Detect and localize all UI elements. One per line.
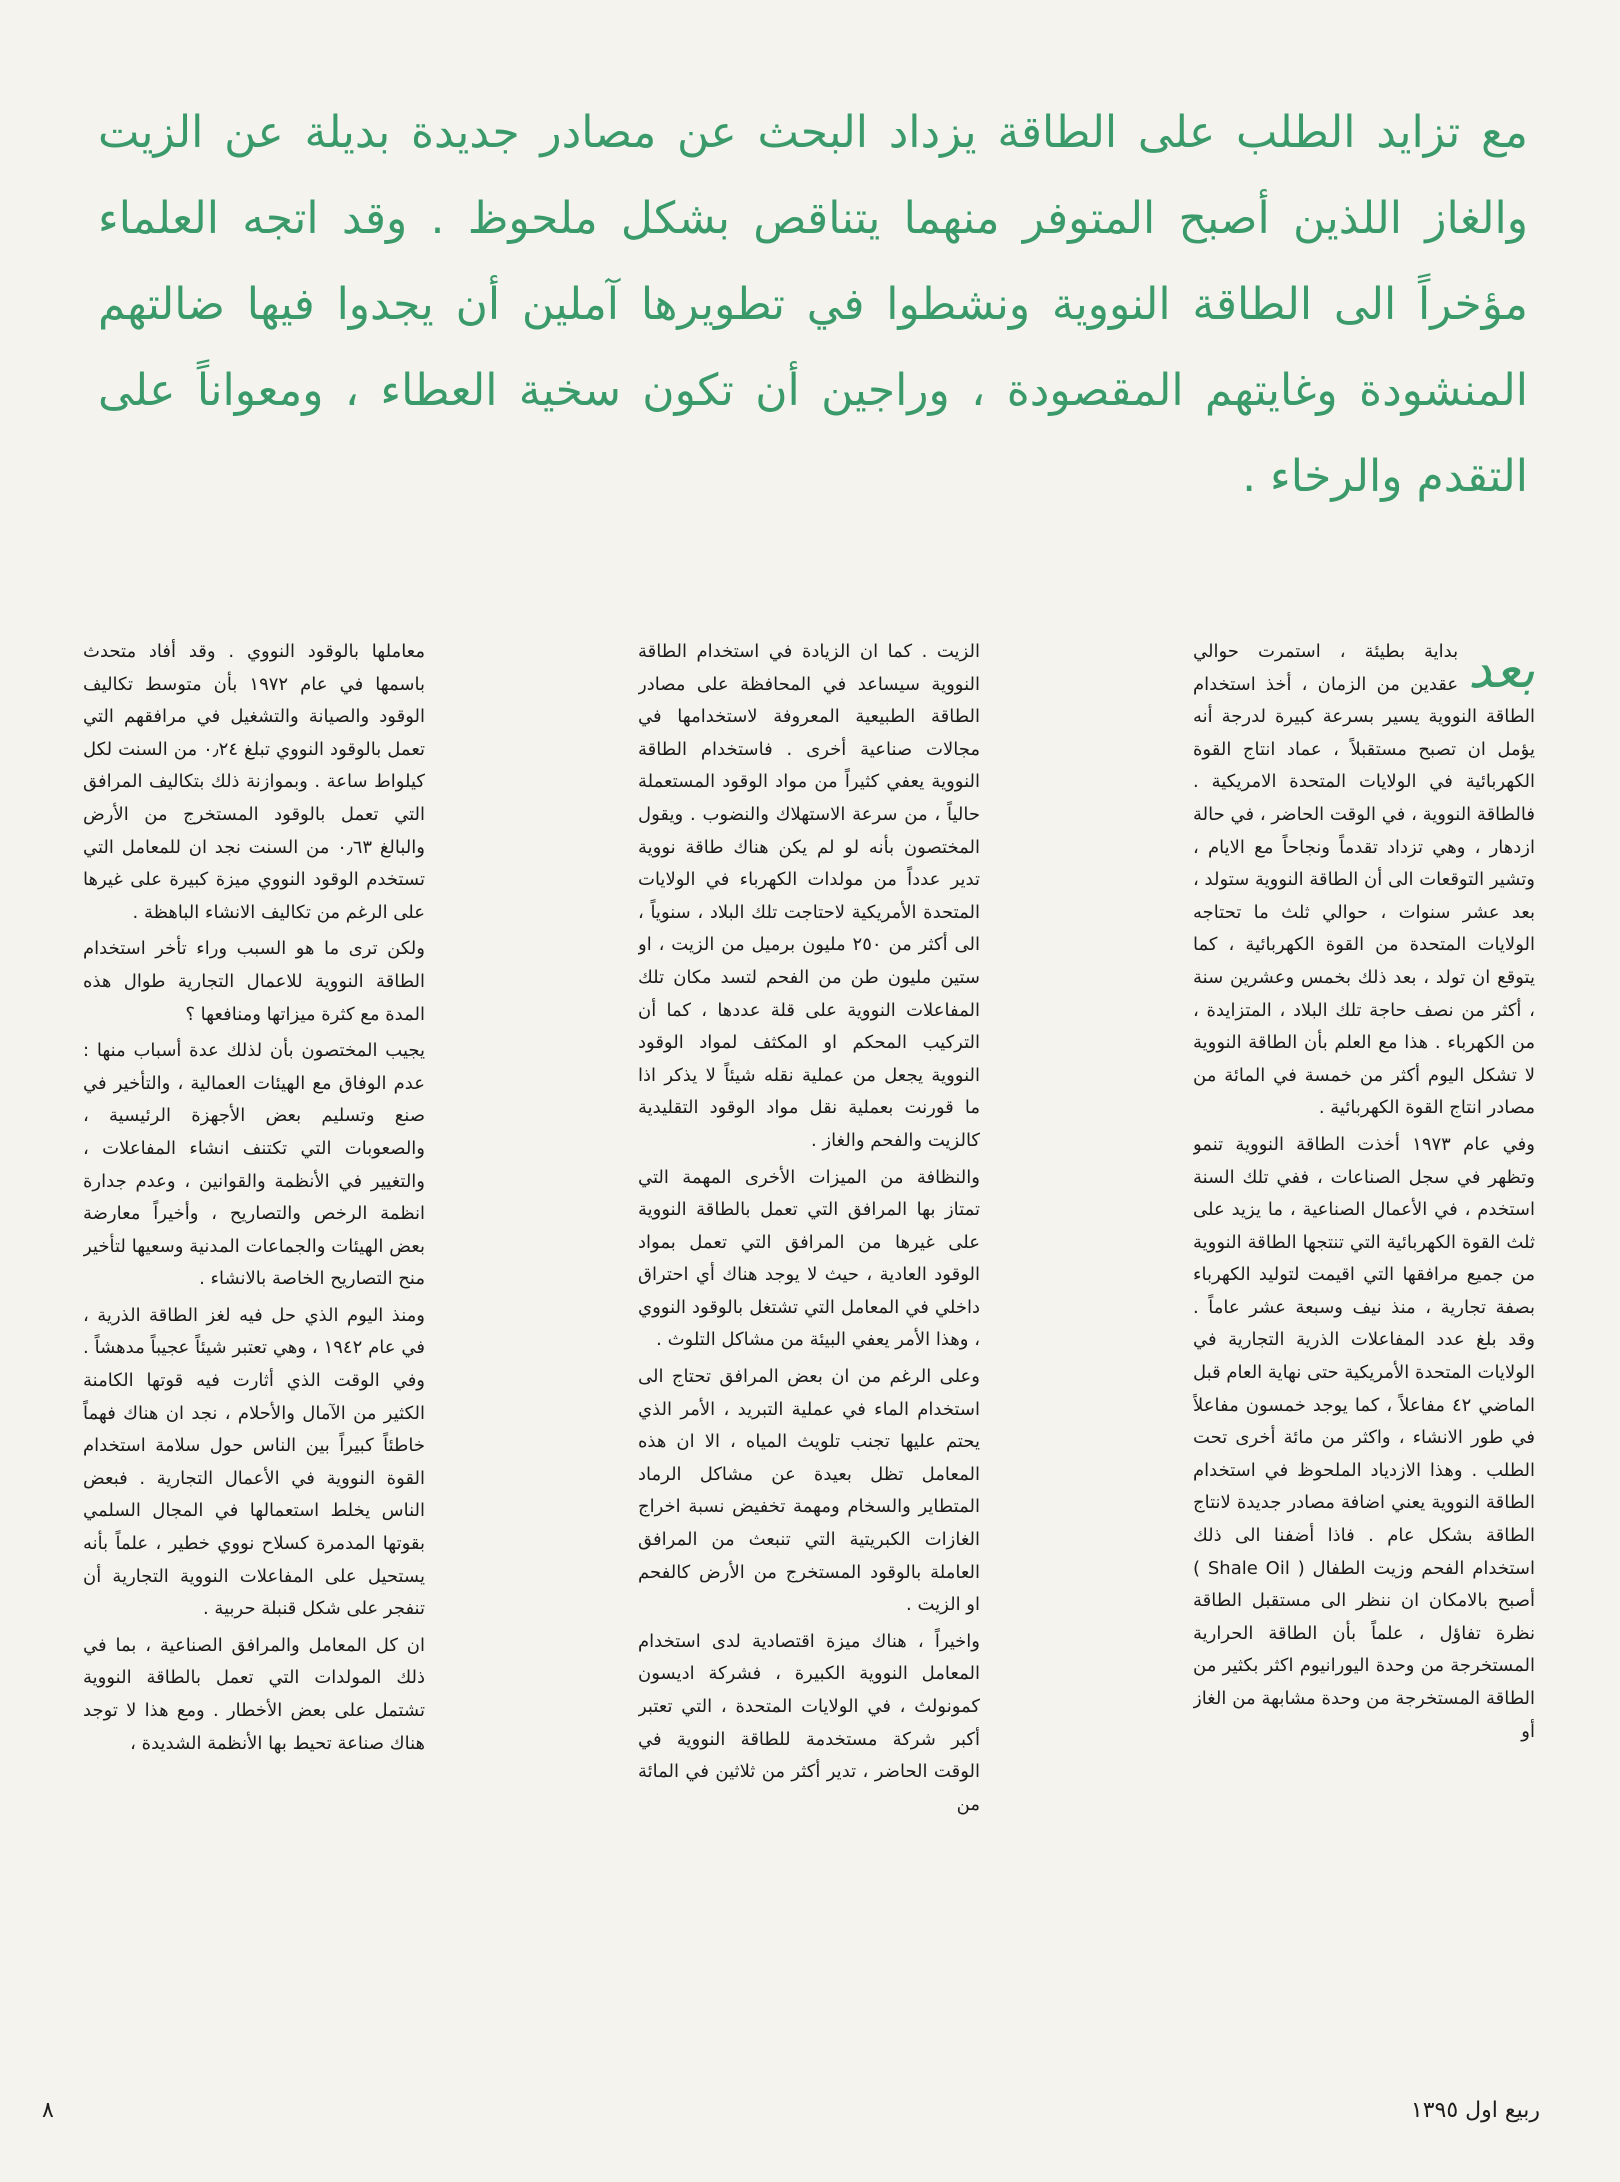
article-column-1 — [1193, 636, 1535, 2056]
paragraph: وفي عام ١٩٧٣ أخذت الطاقة النووية تنمو وتظهر في سجل الصناعات ، ففي تلك السنة استخدم ، في الأعمال الصناعية ، ما يزيد على ثلث القوة الكهربائية التي تنتجها الطاقة النووية من جميع مرافقها التي اقيمت لتوليد الكهرباء بصفة تجارية ، منذ نيف وسبعة عشر عاماً . وقد بلغ عدد المفاعلات الذرية التجارية في الولايات المتحدة الأمريكية حتى نهاية العام قبل الماضي ٤٢ مفاعلاً ، كما يوجد خمسون مفاعلاً في طور الانشاء ، واكثر من مائة أخرى تحت الطلب . وهذا الازدياد الملحوظ في استخدام الطاقة النووية يعني اضافة مصادر جديدة لانتاج الطاقة بشكل عام . فاذا أضفنا الى ذلك استخدام الفحم وزيت الطفال ( Shale Oil ) أصبح بالامكان ان ننظر الى مستقبل الطاقة نظرة تفاؤل ، علماً بأن الطاقة الحرارية المستخرجة من وحدة اليورانيوم اكثر بكثير من الطاقة المستخرجة من وحدة مشابهة من الغاز أو — [1193, 1133, 1535, 1742]
page-number: ٨ — [42, 2098, 54, 2123]
paragraph: وعلى الرغم من ان بعض المرافق تحتاج الى استخدام الماء في عملية التبريد ، الأمر الذي يحتم عليها تجنب تلويث المياه ، الا ان هذه المعامل تظل بعيدة عن مشاكل الرماد المتطاير والسخام ومهمة تخفيض نسبة اخراج الغازات الكبريتية التي تنبعث من المرافق العاملة بالوقود المستخرج من الأرض كالفحم او الزيت . — [638, 1366, 980, 1616]
paragraph: والنظافة من الميزات الأخرى المهمة التي تمتاز بها المرافق التي تعمل بالطاقة النووية على غيرها من المرافق التي تعمل بمواد الوقود العادية ، حيث لا يوجد هناك أي احتراق داخلي في المعامل التي تشتغل بالوقود النووي ، وهذا الأمر يعفي البيئة من مشاكل التلوث . — [638, 1166, 980, 1351]
paragraph: ومنذ اليوم الذي حل فيه لغز الطاقة الذرية ، في عام ١٩٤٢ ، وهي تعتبر شيئاً عجيباً مدهشاً . وفي الوقت الذي أثارت فيه قوتها الكامنة الكثير من الآمال والأحلام ، نجد ان هناك فهماً خاطئاً كبيراً بين الناس حول سلامة استخدام القوة النووية في الأعمال التجارية . فبعض الناس يخلط استعمالها في المجال السلمي بقوتها المدمرة كسلاح نووي خطير ، علماً بأنه يستحيل على المفاعلات النووية التجارية أن تنفجر على شكل قنبلة حربية . — [83, 1304, 425, 1620]
paragraph: يجيب المختصون بأن لذلك عدة أسباب منها : عدم الوفاق مع الهيئات العمالية ، والتأخير في صنع وتسليم بعض الأجهزة الرئيسية ، والصعوبات التي تكتنف انشاء المفاعلات ، والتغيير في الأنظمة والقوانين ، وعدم جدارة انظمة الرخص والتصاريح ، وأخيراً معارضة بعض الهيئات والجماعات المدنية وسعيها لتأخير منح التصاريح الخاصة بالانشاء . — [83, 1040, 425, 1290]
drop-cap-word: بعد — [1468, 640, 1535, 700]
page-footer — [0, 2098, 1620, 2138]
paragraph: واخيراً ، هناك ميزة اقتصادية لدى استخدام المعامل النووية الكبيرة ، فشركة اديسون كمونولث ، في الولايات المتحدة ، التي تعتبر أكبر شركة مستخدمة للطاقة النووية في الوقت الحاضر ، تدير أكثر من ثلاثين في المائة من — [638, 1630, 980, 1815]
paragraph: معاملها بالوقود النووي . وقد أفاد متحدث باسمها في عام ١٩٧٢ بأن متوسط تكاليف الوقود والصيانة والتشغيل في مرافقهم التي تعمل بالوقود النووي تبلغ ٠٫٢٤ من السنت لكل كيلواط ساعة . وبموازنة ذلك بتكاليف المرافق التي تعمل بالوقود المستخرج من الأرض والبالغ ٠٫٦٣ من السنت نجد ان للمعامل التي تستخدم الوقود النووي ميزة كبيرة على غيرها على الرغم من تكاليف الانشاء الباهظة . — [83, 641, 425, 923]
paragraph: الزيت . كما ان الزيادة في استخدام الطاقة النووية سيساعد في المحافظة على مصادر الطاقة الطبيعية المعروفة لاستخدامها في مجالات صناعية أخرى . فاستخدام الطاقة النووية يعفي كثيراً من مواد الوقود المستعملة حالياً ، من سرعة الاستهلاك والنضوب . ويقول المختصون بأنه لو لم يكن هناك طاقة نووية تدير عدداً من مولدات الكهرباء في الولايات المتحدة الأمريكية لاحتاجت تلك البلاد ، سنوياً ، الى أكثر من ٢٥٠ مليون برميل من الزيت ، او ستين مليون طن من الفحم لتسد مكان تلك المفاعلات النووية على قلة عددها ، كما أن التركيب المحكم او المكثف لمواد الوقود النووية يجعل من عملية نقله شيئاً لا يذكر اذا ما قورنت بعملية نقل مواد الوقود التقليدية كالزيت والفحم والغاز . — [638, 641, 980, 1151]
article-column-2 — [638, 636, 980, 2056]
paragraph: ان كل المعامل والمرافق الصناعية ، بما في ذلك المولدات التي تعمل بالطاقة النووية تشتمل على بعض الأخطار . ومع هذا لا توجد هناك صناعة تحيط بها الأنظمة الشديدة ، — [83, 1634, 425, 1754]
paragraph: ولكن ترى ما هو السبب وراء تأخر استخدام الطاقة النووية للاعمال التجارية طوال هذه المدة مع كثرة ميزاتها ومنافعها ؟ — [83, 938, 425, 1025]
article-column-3 — [83, 636, 425, 2056]
issue-date: ربيع اول ١٣٩٥ — [1410, 2098, 1540, 2123]
article-columns — [83, 636, 1535, 2056]
paragraph: بداية بطيئة ، استمرت حوالي عقدين من الزمان ، أخذ استخدام الطاقة النووية يسير بسرعة كبيرة لدرجة أنه يؤمل ان تصبح مستقبلاً ، عماد انتاج القوة الكهربائية في الولايات المتحدة الامريكية . فالطاقة النووية ، في الوقت الحاضر ، في حالة ازدهار ، وهي تزداد تقدماً ونجاحاً مع الايام ، وتشير التوقعات الى أن الطاقة النووية ستولد ، بعد عشر سنوات ، حوالي ثلث ما تحتاجه الولايات المتحدة من القوة الكهربائية ، كما يتوقع ان تولد ، بعد ذلك بخمس وعشرين سنة ، أكثر من نصف حاجة تلك البلاد ، المتزايدة ، من الكهرباء . هذا مع العلم بأن الطاقة النووية لا تشكل اليوم أكثر من خمسة في المائة من مصادر انتاج القوة الكهربائية . — [1193, 641, 1535, 1119]
intro-paragraph: مع تزايد الطلب على الطاقة يزداد البحث عن مصادر جديدة بديلة عن الزيت والغاز اللذين أصبح المتوفر منهما يتناقص بشكل ملحوظ . وقد اتجه العلماء مؤخراً الى الطاقة النووية ونشطوا في تطويرها آملين أن يجدوا فيها ضالتهم المنشودة وغايتهم المقصودة ، وراجين أن تكون سخية العطاء ، ومعواناً على التقدم والرخاء . — [98, 107, 1528, 502]
